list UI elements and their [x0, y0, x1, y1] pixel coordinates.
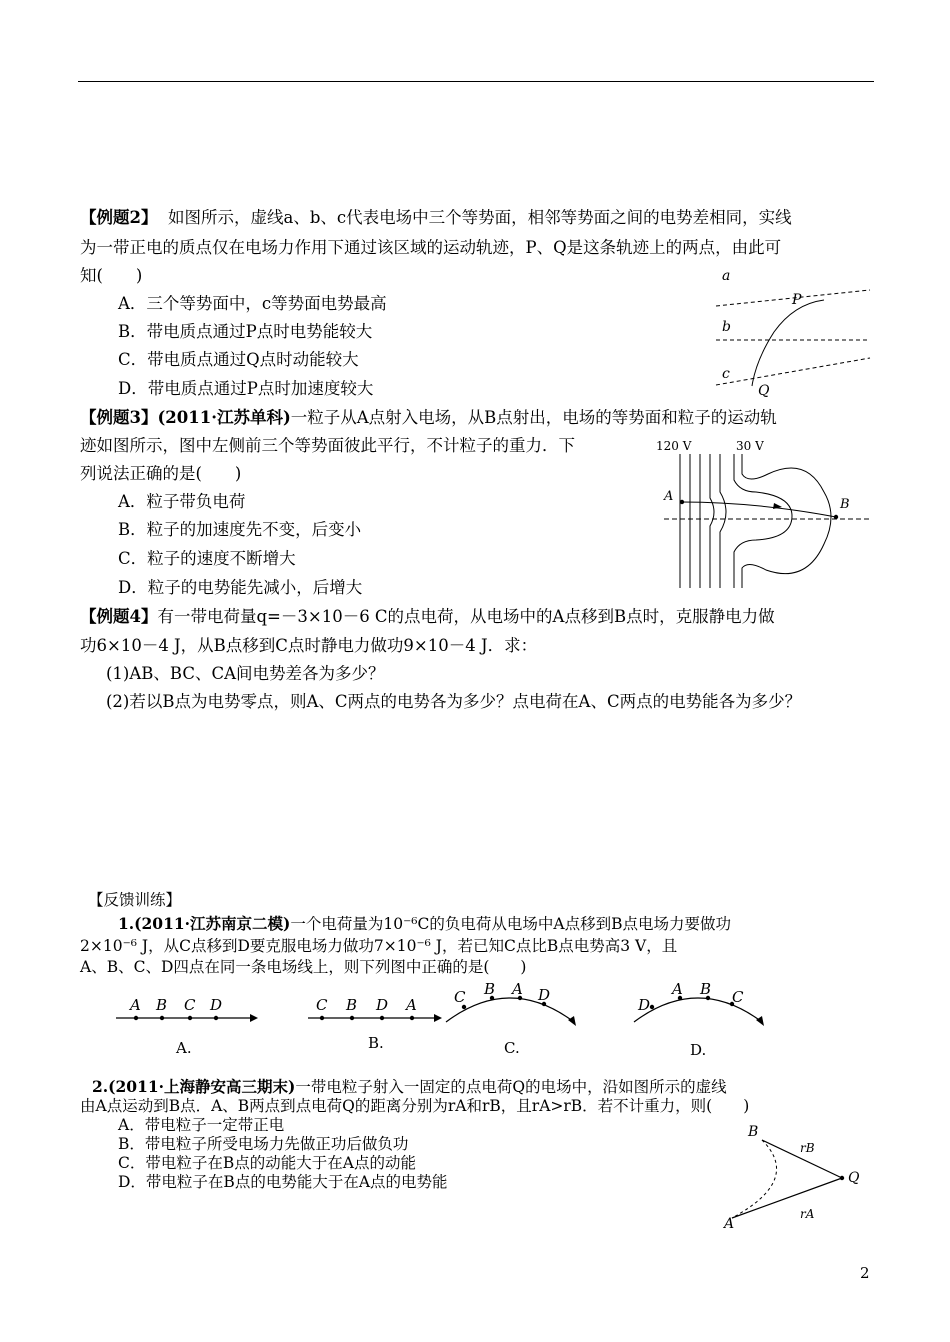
fb2-label-q: Q [848, 1170, 860, 1186]
fb1c-point-3: A [512, 980, 523, 998]
ex3-label-a: A [664, 489, 674, 504]
ex3-option-c: C．粒子的速度不断增大 [118, 549, 296, 568]
fb1b-point-1: C [316, 996, 328, 1014]
fb2-option-c: C．带电粒子在B点的动能大于在A点的动能 [118, 1154, 416, 1172]
fb1-diagram-c [440, 978, 590, 1062]
ex2-label-b: b [722, 319, 731, 335]
fb1a-caption: A. [176, 1039, 192, 1057]
ex4-question-2: (2)若以B点为电势零点，则A、C两点的电势各为多少？点电荷在A、C两点的电势能各为多少？ [106, 692, 802, 711]
ex4-text1: 有一带电荷量q=－3×10－6 C的点电荷，从电场中的A点移到B点时，克服静电力做 [157, 607, 775, 626]
ex2-label: 【例题2】 [80, 208, 158, 227]
fb1a-point-1: A [130, 996, 141, 1014]
fb1-line2: 2×10⁻⁶ J，从C点移到D要克服电场力做功7×10⁻⁶ J，若已知C点比B点电势高3 V，且 [80, 937, 678, 955]
fb1-diagram-b [304, 990, 454, 1062]
fb2-label-rb: rB [800, 1141, 815, 1155]
ex2-label-a: a [722, 268, 731, 284]
ex2-option-d: D．带电质点通过P点时加速度较大 [118, 379, 374, 398]
fb1-line3: A、B、C、D四点在同一条电场线上，则下列图中正确的是( ) [80, 958, 527, 976]
fb1-text1: 一个电荷量为10⁻⁶C的负电荷从电场中A点移到B点电场力要做功 [290, 915, 731, 933]
fb2-text1: 一带电粒子射入一固定的点电荷Q的电场中，沿如图所示的虚线 [295, 1078, 727, 1096]
ex3-label: 【例题3】 [80, 408, 158, 427]
ex2-label-q: Q [758, 383, 770, 399]
ex4-question-1: (1)AB、BC、CA间电势差各为多少？ [106, 664, 385, 683]
ex4-label: 【例题4】 [80, 607, 158, 626]
fb2-option-d: D．带电粒子在B点的电势能大于在A点的电势能 [118, 1173, 448, 1191]
ex3-stem-line1 [80, 408, 777, 428]
ex4-stem-line2: 功6×10－4 J，从B点移到C点时静电力做功9×10－4 J．求： [80, 636, 538, 655]
ex3-option-b: B．粒子的加速度先不变，后变小 [118, 520, 362, 539]
ex3-option-a: A．粒子带负电荷 [118, 492, 246, 511]
ex2-stem-line1 [80, 208, 792, 228]
ex3-label-b: B [840, 497, 850, 512]
page-number: 2 [860, 1264, 870, 1282]
ex3-stem-line2: 迹如图所示，图中左侧前三个等势面彼此平行，不计粒子的重力．下 [80, 436, 575, 455]
fb1d-point-3: B [700, 980, 712, 998]
ex3-stem-line3: 列说法正确的是( ) [80, 464, 242, 483]
ex3-label-30v: 30 V [736, 439, 764, 453]
fb2-line2: 由A点运动到B点．A、B两点到点电荷Q的距离分别为rA和rB，且rA>rB．若不计重力，则( ) [80, 1097, 750, 1115]
fb1b-point-4: A [406, 996, 417, 1014]
fb1-diagram-d [628, 978, 778, 1062]
ex3-figure [656, 432, 872, 592]
ex3-label-120v: 120 V [656, 439, 692, 453]
ex2-text1: 如图所示，虚线a、b、c代表电场中三个等势面，相邻等势面之间的电势差相同，实线 [167, 208, 792, 227]
fb2-label-b: B [748, 1124, 759, 1140]
fb1a-point-2: B [156, 996, 168, 1014]
ex4-stem-line1 [80, 607, 775, 627]
ex3-option-d: D．粒子的电势能先减小，后增大 [118, 578, 363, 597]
fb2-source: 2.(2011·上海静安高三期末) [92, 1077, 296, 1096]
fb2-option-a: A．带电粒子一定带正电 [118, 1116, 285, 1134]
ex3-source: (2011·江苏单科) [157, 408, 291, 427]
fb1c-point-1: C [454, 988, 466, 1006]
ex2-stem-line3: 知( ) [80, 266, 143, 285]
header-rule [78, 81, 874, 82]
fb1d-point-1: D [638, 996, 651, 1014]
fb1c-caption: C. [504, 1039, 520, 1057]
fb1b-point-2: B [346, 996, 358, 1014]
fb2-figure [722, 1120, 872, 1232]
fb2-label-a: A [724, 1216, 735, 1232]
fb1d-caption: D. [690, 1041, 707, 1059]
fb1a-point-4: D [210, 996, 223, 1014]
fb1d-point-2: A [672, 980, 683, 998]
fb1-line1 [118, 914, 731, 934]
fb1c-point-2: B [484, 980, 496, 998]
fb1a-point-3: C [184, 996, 196, 1014]
ex2-option-b: B．带电质点通过P点时电势能较大 [118, 322, 373, 341]
ex2-option-c: C．带电质点通过Q点时动能较大 [118, 350, 359, 369]
fb1d-point-4: C [732, 988, 744, 1006]
fb2-line1 [92, 1077, 727, 1097]
ex2-stem-line2: 为一带正电的质点仅在电场力作用下通过该区域的运动轨迹，P、Q是这条轨迹上的两点，由此可 [80, 238, 782, 257]
fb1b-caption: B. [368, 1034, 384, 1052]
fb2-label-ra: rA [800, 1207, 815, 1221]
feedback-title: 【反馈训练】 [88, 891, 182, 909]
ex3-text1: 一粒子从A点射入电场，从B点射出，电场的等势面和粒子的运动轨 [290, 408, 777, 427]
ex2-option-a: A．三个等势面中，c等势面电势最高 [118, 294, 387, 313]
fb1c-point-4: D [538, 986, 551, 1004]
fb1b-point-3: D [376, 996, 389, 1014]
fb1-diagram-a [112, 990, 262, 1062]
fb2-option-b: B．带电粒子所受电场力先做正功后做负功 [118, 1135, 409, 1153]
ex2-figure [700, 262, 880, 398]
ex2-label-p: P [792, 292, 802, 308]
fb1-source: 1.(2011·江苏南京二模) [118, 914, 291, 933]
ex2-label-c: c [722, 366, 730, 382]
